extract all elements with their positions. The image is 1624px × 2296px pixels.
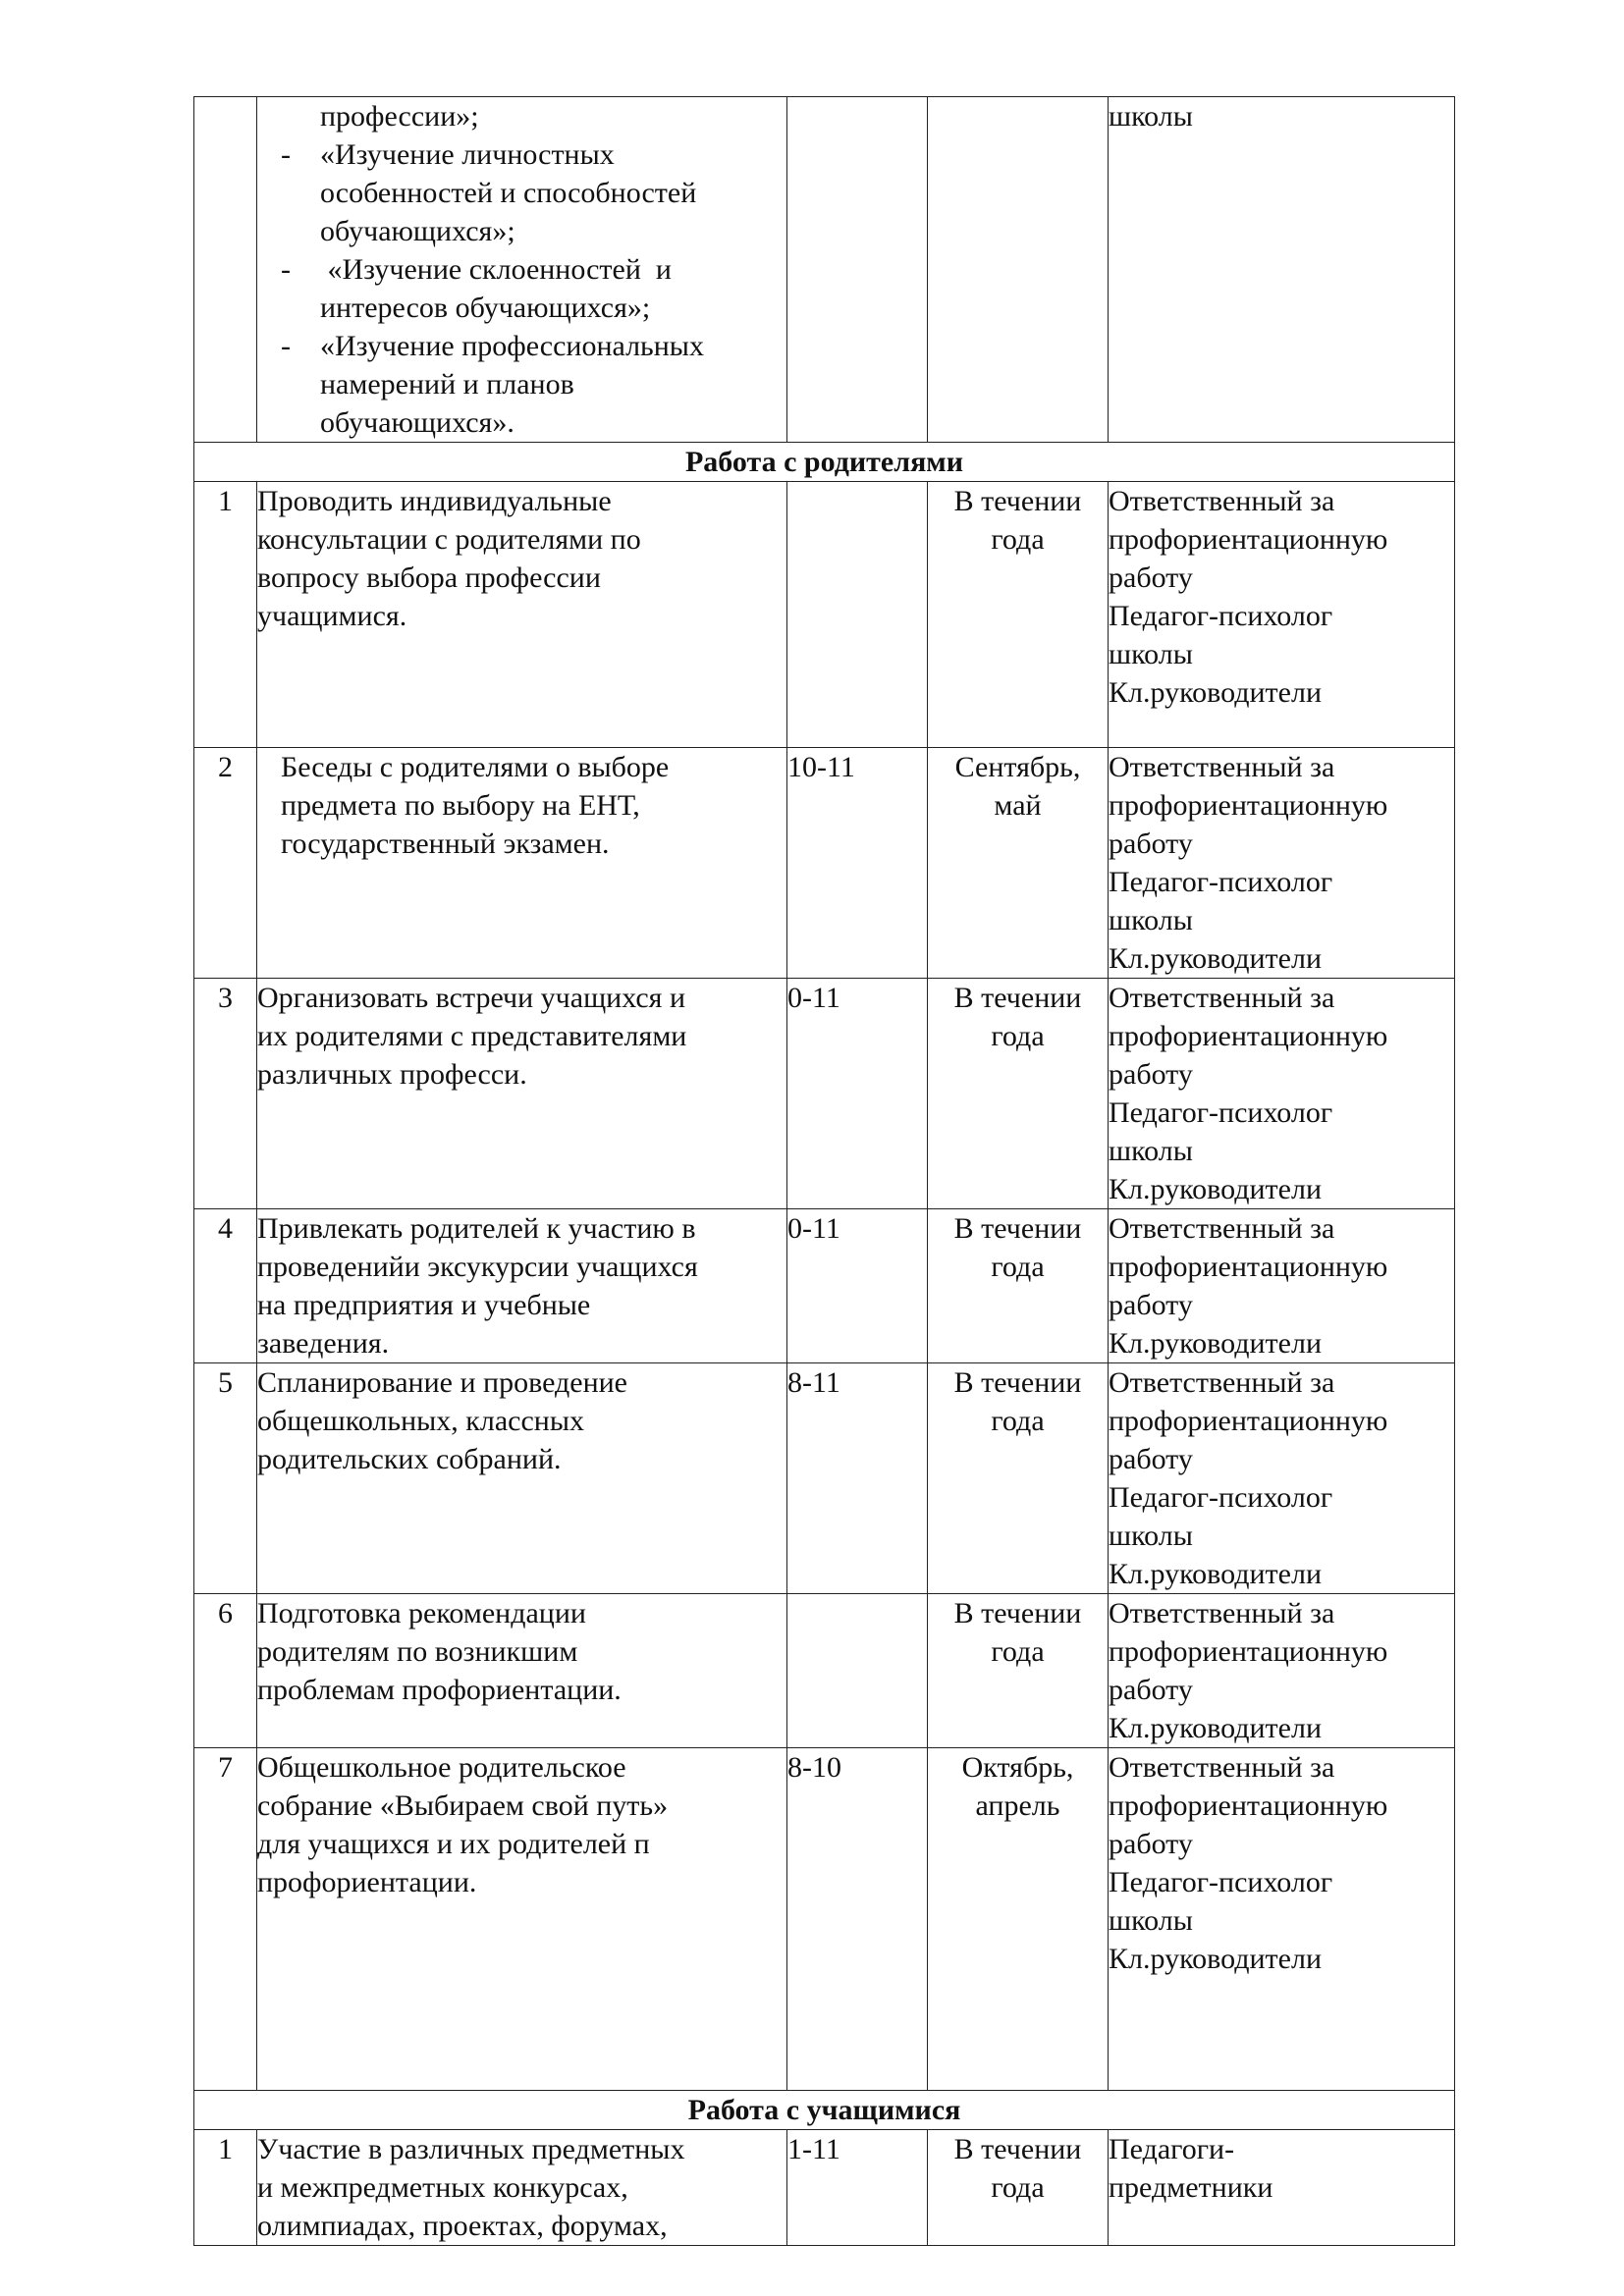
text-line: их родителями с представителями (257, 1020, 687, 1052)
text-line: Привлекать родителей к участию в (257, 1212, 696, 1245)
row-number: 2 (194, 748, 257, 979)
text-line: профориентационную (1109, 1789, 1388, 1822)
text-line: государственный экзамен. (281, 828, 610, 860)
text-line: работу (1109, 1674, 1193, 1706)
row-class: 8-11 (787, 1363, 928, 1594)
text-line: Ответственный за (1109, 982, 1335, 1014)
text-line: В течении (953, 1212, 1082, 1245)
text-line: работу (1109, 1828, 1193, 1860)
text-line: Кл.руководители (1109, 1173, 1323, 1205)
table-row (194, 1363, 1455, 1594)
row-responsible (1109, 1363, 1455, 1594)
text-line: Педагог-психолог (1109, 1866, 1333, 1898)
text-line: Общешкольное родительское (257, 1751, 626, 1784)
text-line: Кл.руководители (1109, 1327, 1323, 1360)
text-line: вопросу выбора профессии (257, 561, 601, 594)
text-line: различных професси. (257, 1058, 527, 1091)
table-row (194, 979, 1455, 1209)
text-line: Спланирование и проведение (257, 1366, 627, 1399)
text-line: Проводить индивидуальные (257, 485, 612, 517)
table-row (194, 1748, 1455, 2091)
dash-bullet-icon: - (281, 138, 291, 171)
text-line: интересов обучающихся»; (320, 292, 651, 324)
text-line: проблемам профориентации. (257, 1674, 622, 1706)
dash-bullet-icon: - (281, 330, 291, 362)
section-header-row (194, 2091, 1455, 2130)
text-line: профориентационную (1109, 523, 1388, 556)
text-line: школы (1109, 1904, 1193, 1937)
text-line: родителям по возникшим (257, 1635, 578, 1668)
section-title: Работа с родителями (194, 443, 1455, 482)
text-line: года (991, 523, 1045, 556)
text-line: собрание «Выбираем свой путь» (257, 1789, 669, 1822)
text-line: Организовать встречи учащихся и (257, 982, 686, 1014)
text-line: В течении (953, 1366, 1082, 1399)
row-text (257, 1363, 787, 1594)
row-time (928, 1363, 1109, 1594)
list-item (257, 250, 786, 327)
text-line: проведенийи эксукурсии учащихся (257, 1251, 698, 1283)
row-class: 10-11 (787, 748, 928, 979)
text-line: Кл.руководители (1109, 942, 1323, 975)
text-line: намерений и планов (320, 368, 574, 400)
row-time (928, 97, 1109, 443)
list-item (257, 327, 786, 442)
text-line: школы (1109, 1135, 1193, 1167)
text-line: и межпредметных конкурсах, (257, 2171, 628, 2204)
text-line: Подготовка рекомендации (257, 1597, 586, 1629)
text-line: предмета по выбору на ЕНТ, (281, 789, 640, 822)
text-line: Сентябрь, (954, 751, 1081, 783)
text-line: «Изучение личностных (320, 138, 615, 171)
row-class: 1-11 (787, 2130, 928, 2246)
text-line: обучающихся». (320, 406, 514, 439)
row-time (928, 979, 1109, 1209)
text-line: года (991, 1020, 1045, 1052)
row-number: 1 (194, 2130, 257, 2246)
dash-bullet-icon: - (281, 253, 291, 286)
text-line: школы (1109, 638, 1193, 670)
dash-list (257, 135, 786, 442)
text-line: особенностей и способностей (320, 177, 697, 209)
row-responsible (1109, 2130, 1455, 2246)
text-line: Октябрь, (961, 1751, 1074, 1784)
text-line: Ответственный за (1109, 1597, 1335, 1629)
row-number: 3 (194, 979, 257, 1209)
row-text (257, 2130, 787, 2246)
text-line: родительских собраний. (257, 1443, 562, 1475)
section-header-row (194, 443, 1455, 482)
row-number: 1 (194, 482, 257, 748)
text-line: Ответственный за (1109, 1212, 1335, 1245)
table-row (194, 1209, 1455, 1363)
row-number: 4 (194, 1209, 257, 1363)
row-responsible (1109, 979, 1455, 1209)
text-line: общешкольных, классных (257, 1405, 585, 1437)
text-line: профориентационную (1109, 789, 1388, 822)
list-item (257, 135, 786, 250)
text-line: консультации с родителями по (257, 523, 641, 556)
text-line: Кл.руководители (1109, 1943, 1323, 1975)
text-line: школы (1109, 1520, 1193, 1552)
row-time (928, 482, 1109, 748)
text-line: Ответственный за (1109, 751, 1335, 783)
text-line: предметники (1109, 2171, 1273, 2204)
text-line: Ответственный за (1109, 1751, 1335, 1784)
table-row (194, 748, 1455, 979)
text-line: В течении (953, 982, 1082, 1014)
row-time (928, 1594, 1109, 1748)
text-line: Педагог-психолог (1109, 1096, 1333, 1129)
row-text (257, 97, 787, 443)
text-line: учащимися. (257, 600, 407, 632)
text-line: профориентационную (1109, 1251, 1388, 1283)
row-number (194, 97, 257, 443)
table-row (194, 2130, 1455, 2246)
text-line: года (991, 2171, 1045, 2204)
row-responsible (1109, 748, 1455, 979)
text-line: В течении (953, 1597, 1082, 1629)
row-time (928, 1209, 1109, 1363)
text-line: Педагог-психолог (1109, 866, 1333, 898)
text-line: Кл.руководители (1109, 1558, 1323, 1590)
row-text (257, 979, 787, 1209)
text-line: Ответственный за (1109, 485, 1335, 517)
text-line: олимпиадах, проектах, форумах, (257, 2210, 668, 2242)
text-line: работу (1109, 561, 1193, 594)
text-line: школы (1109, 100, 1193, 133)
text-line: Кл.руководители (1109, 676, 1323, 709)
text-line: Беседы с родителями о выборе (281, 751, 670, 783)
text-line: «Изучение профессиональных (320, 330, 704, 362)
text-line: май (994, 789, 1042, 822)
row-number: 7 (194, 1748, 257, 2091)
text-line: года (991, 1635, 1045, 1668)
row-responsible (1109, 482, 1455, 748)
text-line: Участие в различных предметных (257, 2133, 685, 2165)
text-line: года (991, 1405, 1045, 1437)
text-line: «Изучение склоенностей и (320, 253, 672, 286)
text-line: заведения. (257, 1327, 390, 1360)
table-row (194, 482, 1455, 748)
row-class (787, 97, 928, 443)
row-text (257, 1748, 787, 2091)
text-line: Кл.руководители (1109, 1712, 1323, 1744)
text-line: профориентационную (1109, 1020, 1388, 1052)
text-line: Педагог-психолог (1109, 1481, 1333, 1514)
row-number: 5 (194, 1363, 257, 1594)
text-line: профессии»; (320, 100, 479, 133)
text-line: для учащихся и их родителей п (257, 1828, 650, 1860)
row-class (787, 482, 928, 748)
row-time (928, 2130, 1109, 2246)
text-line: работу (1109, 1058, 1193, 1091)
plan-table (193, 96, 1455, 2246)
row-class: 8-10 (787, 1748, 928, 2091)
text-line: Педагог-психолог (1109, 600, 1333, 632)
text-line: обучающихся»; (320, 215, 515, 247)
table-row (194, 97, 1455, 443)
text-line: профориентационную (1109, 1635, 1388, 1668)
text-line: профориентационную (1109, 1405, 1388, 1437)
row-number: 6 (194, 1594, 257, 1748)
text-line: работу (1109, 1289, 1193, 1321)
text-line: работу (1109, 1443, 1193, 1475)
text-line: апрель (975, 1789, 1060, 1822)
row-responsible (1109, 1748, 1455, 2091)
row-text (257, 1209, 787, 1363)
row-time (928, 748, 1109, 979)
row-class: 0-11 (787, 1209, 928, 1363)
row-responsible (1109, 1209, 1455, 1363)
row-responsible (1109, 1594, 1455, 1748)
text-line: школы (1109, 904, 1193, 936)
row-text (257, 1594, 787, 1748)
row-class: 0-11 (787, 979, 928, 1209)
text-line: на предприятия и учебные (257, 1289, 591, 1321)
text-line: В течении (953, 2133, 1082, 2165)
row-text (257, 748, 787, 979)
text-line: Ответственный за (1109, 1366, 1335, 1399)
row-time (928, 1748, 1109, 2091)
text-line: года (991, 1251, 1045, 1283)
table-row (194, 1594, 1455, 1748)
section-title: Работа с учащимися (194, 2091, 1455, 2130)
row-responsible (1109, 97, 1455, 443)
text-line: профориентации. (257, 1866, 477, 1898)
text-line: работу (1109, 828, 1193, 860)
row-text (257, 482, 787, 748)
text-line: Педагоги- (1109, 2133, 1235, 2165)
text-line: В течении (953, 485, 1082, 517)
row-class (787, 1594, 928, 1748)
